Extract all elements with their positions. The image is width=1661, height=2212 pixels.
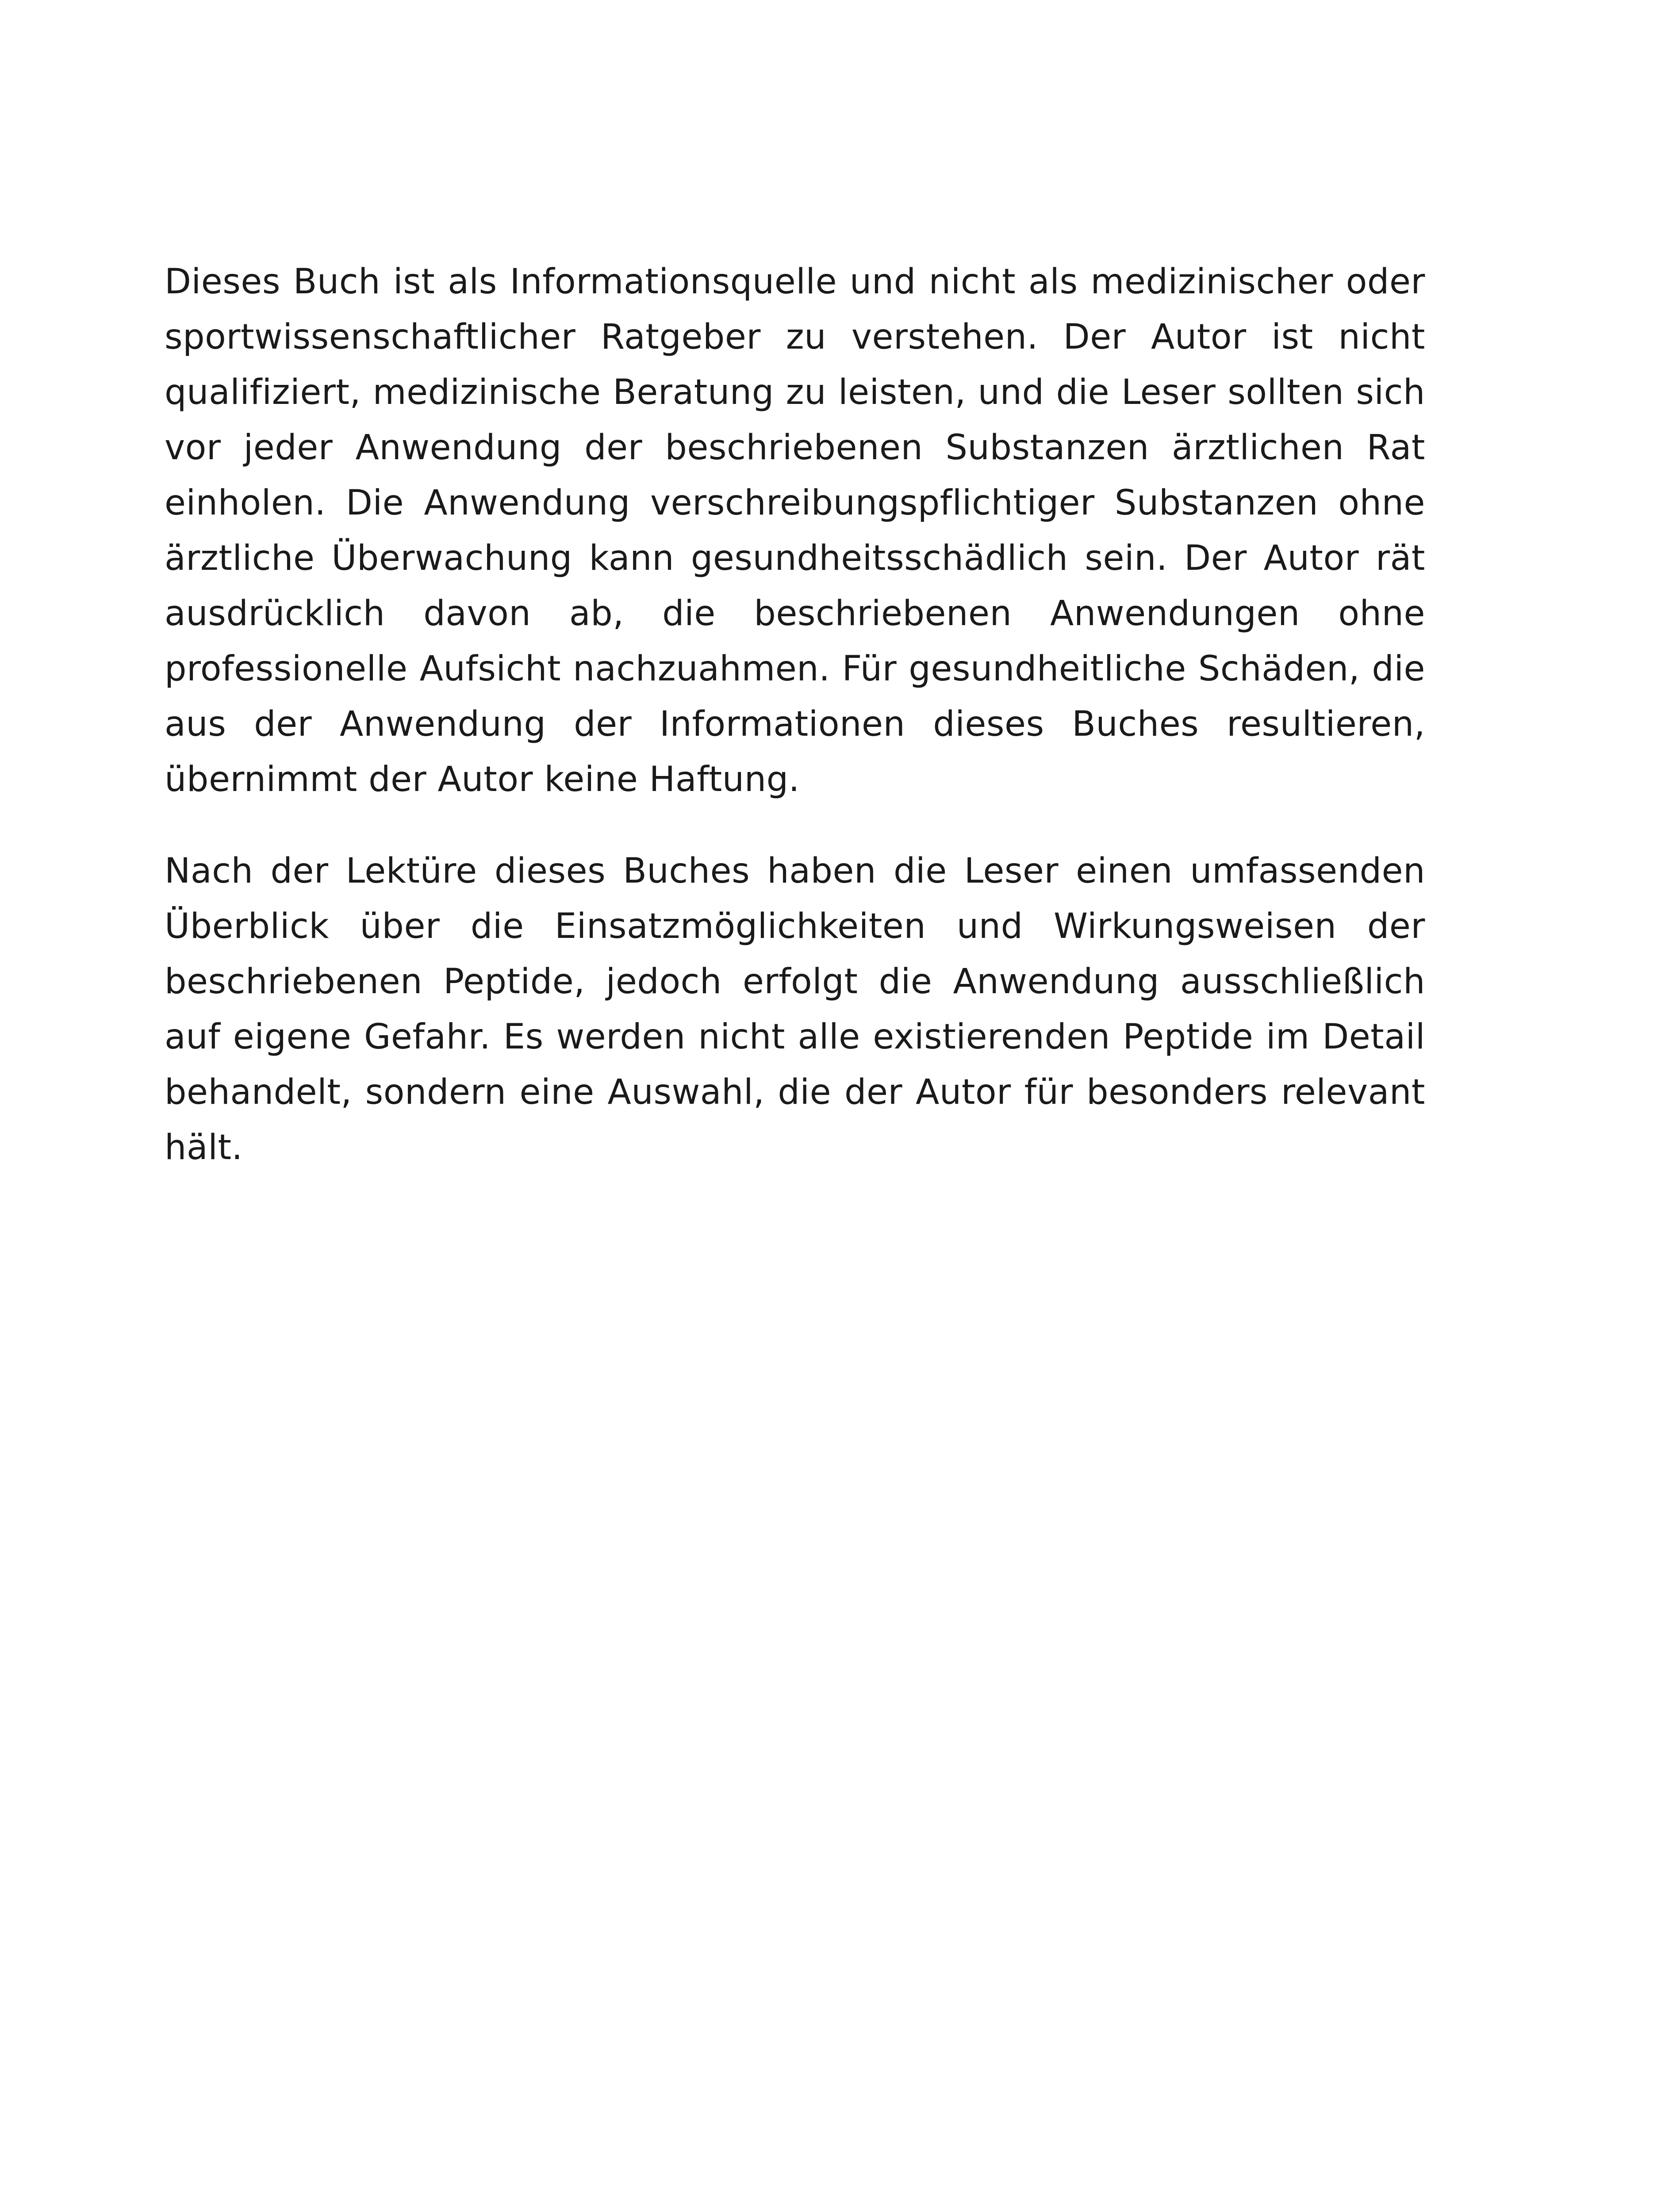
scope-paragraph: Nach der Lektüre dieses Buches haben die Leser einen umfassenden Überblick über die Einsatzmöglichkeiten und Wirkungsweisen der beschriebenen Peptide, jedoch erfolgt die Anwendung ausschließlich auf eigene Gefahr. Es werden nicht alle existierenden Peptide im Detail behandelt, sondern eine Auswahl, die der Autor für besonders relevant hält.: [165, 851, 1425, 1167]
body-text: [165, 254, 1425, 1212]
disclaimer-paragraph: Dieses Buch ist als Informationsquelle und nicht als medizinischer oder sportwissenschaftlicher Ratgeber zu verstehen. Der Autor ist nicht qualifiziert, medizinische Beratung zu leisten, und die Leser sollten sich vor jeder Anwendung der beschriebenen Substanzen ärztlichen Rat einholen. Die Anwendung verschreibungspflichtiger Substanzen ohne ärztliche Überwachung kann gesundheitsschädlich sein. Der Autor rät ausdrücklich davon ab, die beschriebenen Anwendungen ohne professionelle Aufsicht nachzuahmen. Für gesundheitliche Schäden, die aus der Anwendung der Informationen dieses Buches resultieren, übernimmt der Autor keine Haftung.: [165, 262, 1425, 799]
